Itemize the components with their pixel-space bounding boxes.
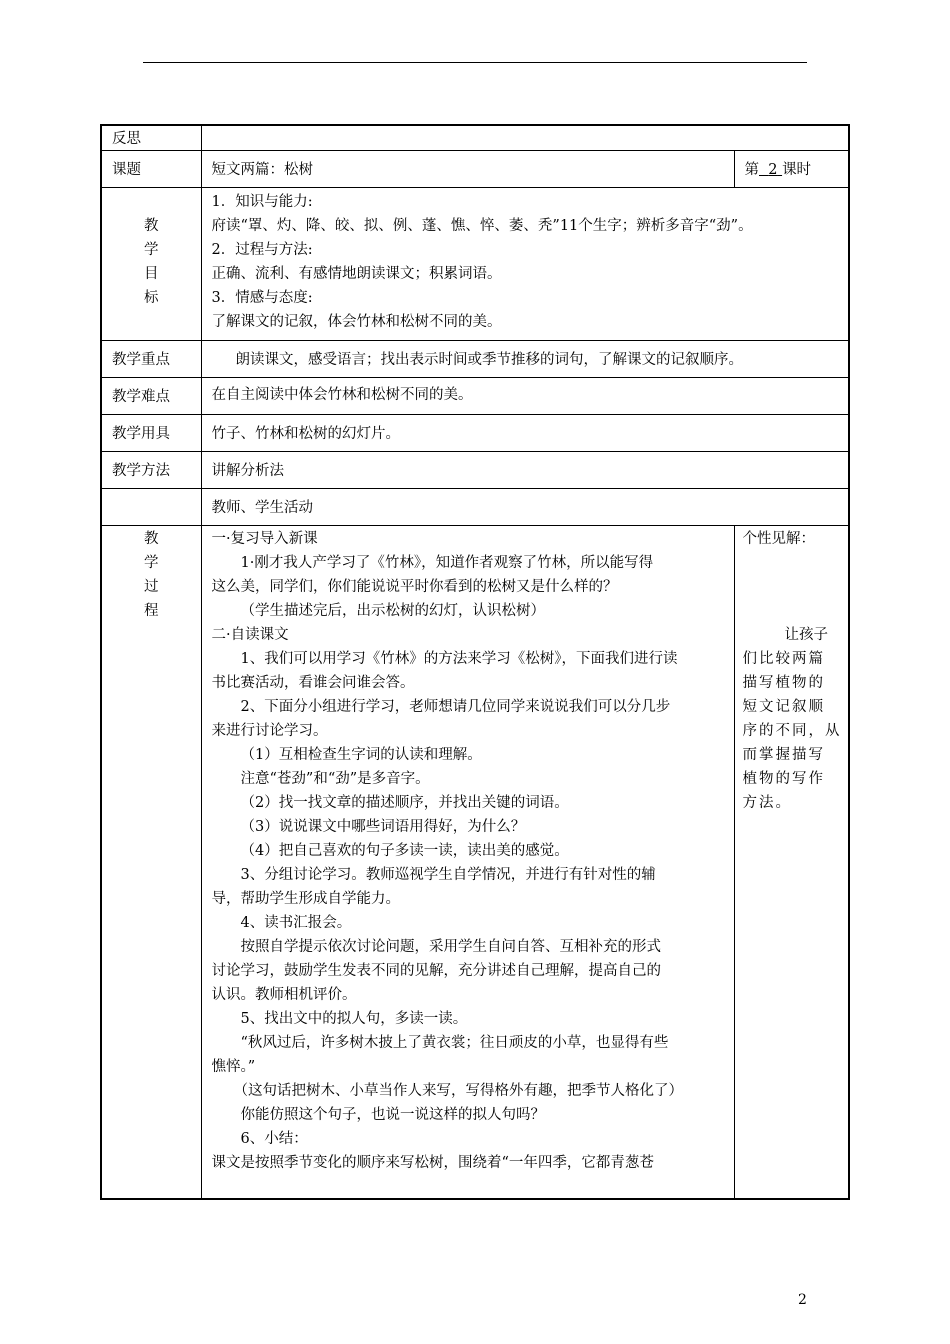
reflection-label: 反思 — [101, 125, 201, 150]
process-line: 导，帮助学生形成自学能力。 — [211, 890, 400, 907]
period-number-value: 2 — [768, 162, 778, 178]
row-objectives — [101, 187, 849, 340]
process-line: 2、下面分小组进行学习，老师想请几位同学来说说我们可以分几步 — [240, 698, 671, 715]
process-line: 4、读书汇报会。 — [240, 914, 352, 931]
side-note-line: 植物的写作 — [742, 770, 825, 787]
activity-header: 教师、学生活动 — [201, 488, 849, 525]
process-line: 1、我们可以用学习《竹林》的方法来学习《松树》，下面我们进行读 — [240, 650, 678, 667]
objectives-label-char: 学 — [144, 241, 159, 258]
difficulties-label: 教学难点 — [101, 377, 201, 414]
objectives-content — [201, 187, 849, 340]
objective-line: 了解课文的记叙，体会竹林和松树不同的美。 — [211, 313, 502, 330]
objectives-label-char: 教 — [144, 217, 159, 234]
side-title: 个性见解： — [742, 530, 815, 547]
side-note-line: 而掌握描写 — [742, 746, 825, 763]
process-line: 这么美，同学们，你们能说说平时你看到的松树又是什么样的？ — [211, 578, 618, 595]
row-reflection — [101, 125, 849, 150]
process-line: 按照自学提示依次讨论问题，采用学生自问自答、互相补充的形式 — [240, 938, 661, 955]
process-line: （3）说说课文中哪些词语用得好，为什么？ — [240, 818, 526, 835]
process-line: 来进行讨论学习。 — [211, 722, 328, 739]
process-line: （学生描述完后，出示松树的幻灯，认识松树） — [240, 602, 545, 619]
row-tools — [101, 414, 849, 451]
process-line: 二·自读课文 — [211, 626, 289, 643]
process-line: 3、分组讨论学习。教师巡视学生自学情况，并进行有针对性的辅 — [240, 866, 656, 883]
row-method — [101, 451, 849, 488]
side-note-line: 描写植物的 — [742, 674, 825, 691]
process-line: （这句话把树木、小草当作人来写，写得格外有趣，把季节人格化了） — [233, 1082, 683, 1099]
objective-line: 府读“罩、灼、降、皎、拟、例、蓬、憔、悴、萎、秃”11个生字；辨析多音字“劲”。 — [211, 217, 753, 234]
row-difficulties — [101, 377, 849, 414]
process-label-char: 程 — [144, 602, 159, 619]
objective-line: 3．情感与态度: — [211, 289, 313, 306]
difficulties-value: 在自主阅读中体会竹林和松树不同的美。 — [201, 377, 849, 414]
side-notes — [743, 623, 843, 815]
side-note-line: 序的不同，从 — [742, 722, 842, 739]
row-activity-header — [101, 488, 849, 525]
activity-header-blank — [101, 488, 201, 525]
process-label-char: 学 — [144, 554, 159, 571]
key-points-label: 教学重点 — [101, 340, 201, 377]
side-note-line: 方法。 — [742, 794, 792, 811]
period-cell — [734, 150, 849, 187]
tools-label: 教学用具 — [101, 414, 201, 451]
process-line: 书比赛活动，看谁会问谁会答。 — [211, 674, 415, 691]
header-rule — [143, 62, 807, 63]
process-line: 一·复习导入新课 — [211, 530, 318, 547]
objective-line: 1．知识与能力: — [211, 193, 313, 210]
side-note-line: 让孩子 — [784, 626, 828, 643]
process-line: 5、找出文中的拟人句，多读一读。 — [240, 1010, 468, 1027]
process-label-char: 过 — [144, 578, 159, 595]
process-line: 憔悴。” — [211, 1058, 256, 1075]
process-line: 你能仿照这个句子，也说一说这样的拟人句吗？ — [240, 1106, 545, 1123]
process-line: 讨论学习，鼓励学生发表不同的见解，充分讲述自己理解，提高自己的 — [211, 962, 661, 979]
process-line: 认识。教师相机评价。 — [211, 986, 357, 1003]
process-line: （4）把自己喜欢的句子多读一读，读出美的感觉。 — [240, 842, 569, 859]
row-process — [101, 525, 849, 1199]
process-line: （1）互相检查生字词的认读和理解。 — [240, 746, 482, 763]
key-points-value: 朗读课文，感受语言；找出表示时间或季节推移的词句，了解课文的记叙顺序。 — [201, 340, 849, 377]
process-line: 注意“苍劲”和“劲”是多音字。 — [240, 770, 430, 787]
process-line: 6、小结： — [240, 1130, 308, 1147]
process-line: 课文是按照季节变化的顺序来写松树，围绕着“一年四季，它都青葱苍 — [211, 1154, 654, 1171]
period-prefix: 第 — [744, 162, 759, 178]
process-lines — [212, 527, 734, 1175]
process-line: “秋风过后，许多树木披上了黄衣裳；往日顽皮的小草，也显得有些 — [240, 1034, 669, 1051]
period-number — [759, 162, 782, 178]
topic-label: 课题 — [101, 150, 201, 187]
method-value: 讲解分析法 — [201, 451, 849, 488]
reflection-value — [201, 125, 849, 150]
objective-line: 正确、流利、有感情地朗读课文；积累词语。 — [211, 265, 502, 282]
method-label: 教学方法 — [101, 451, 201, 488]
process-side — [734, 525, 849, 1199]
process-line: （2）找一找文章的描述顺序，并找出关键的词语。 — [240, 794, 569, 811]
row-topic — [101, 150, 849, 187]
objective-line: 2．过程与方法: — [211, 241, 313, 258]
side-gap — [743, 551, 843, 623]
process-label — [101, 525, 201, 1199]
row-key-points — [101, 340, 849, 377]
process-content — [201, 525, 734, 1199]
side-note-line: 们比较两篇 — [742, 650, 825, 667]
page-number: 2 — [798, 1292, 807, 1308]
topic-value: 短文两篇：松树 — [201, 150, 734, 187]
process-line: 1·刚才我人产学习了《竹林》，知道作者观察了竹林，所以能写得 — [240, 554, 654, 571]
process-label-char: 教 — [144, 530, 159, 547]
tools-value: 竹子、竹林和松树的幻灯片。 — [201, 414, 849, 451]
objectives-label-char: 目 — [144, 265, 159, 282]
objectives-label-char: 标 — [144, 289, 159, 306]
period-suffix: 课时 — [782, 162, 812, 178]
objectives-label — [101, 187, 201, 340]
side-note-line: 短文记叙顺 — [742, 698, 825, 715]
lesson-plan-table — [100, 124, 850, 1200]
